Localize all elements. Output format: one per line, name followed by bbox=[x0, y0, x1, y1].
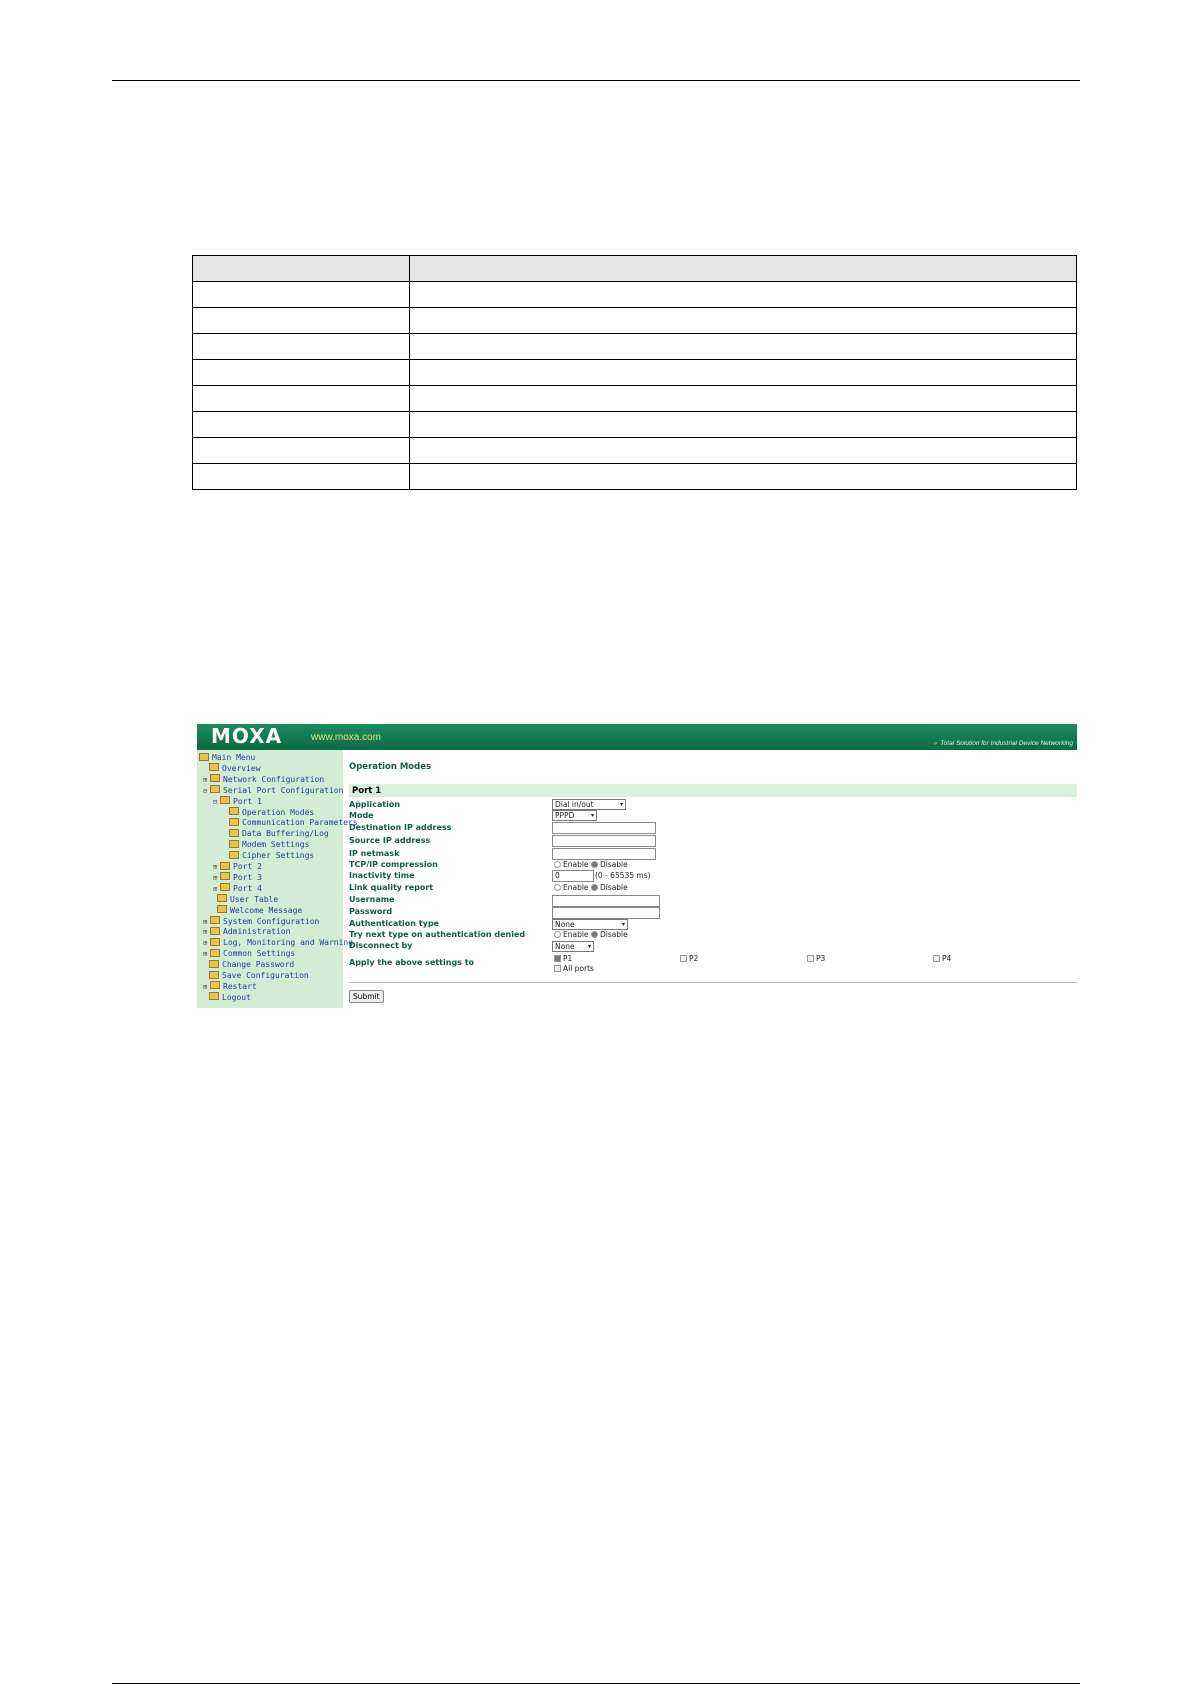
tagline-text: Total Solution for Industrial Device Networking bbox=[940, 740, 1073, 747]
apply-port-p3[interactable] bbox=[807, 954, 825, 963]
sidebar-item-label: Common Settings bbox=[223, 949, 296, 959]
lqr-disable-radio[interactable] bbox=[591, 884, 598, 891]
link-quality-report-radios bbox=[554, 883, 628, 892]
apply-port-p4[interactable] bbox=[933, 954, 951, 963]
expand-icon[interactable]: ⊞ bbox=[203, 939, 208, 948]
application-select[interactable] bbox=[552, 799, 626, 810]
folder-icon bbox=[210, 774, 220, 782]
p3-checkbox[interactable] bbox=[807, 955, 814, 962]
sidebar-item[interactable] bbox=[229, 850, 314, 861]
table-row bbox=[193, 464, 1077, 490]
sidebar-item-label: Save Configuration bbox=[222, 971, 309, 980]
folder-icon bbox=[210, 916, 220, 924]
sidebar-item[interactable] bbox=[203, 948, 295, 959]
tcpip-enable-text: Enable bbox=[563, 860, 589, 869]
tcpip-disable-radio[interactable] bbox=[591, 861, 598, 868]
sidebar-item[interactable] bbox=[217, 894, 278, 905]
sidebar-item[interactable] bbox=[209, 970, 309, 981]
tcpip-compression-radios bbox=[554, 860, 628, 869]
disconnect-by-value: None bbox=[555, 942, 575, 951]
navigation-sidebar bbox=[197, 750, 358, 1008]
sidebar-item-label: Logout bbox=[222, 992, 251, 1002]
authentication-type-label: Authentication type bbox=[349, 919, 439, 928]
expand-icon[interactable]: ⊞ bbox=[203, 928, 208, 937]
folder-icon bbox=[220, 796, 230, 804]
sidebar-item[interactable] bbox=[209, 992, 251, 1003]
expand-icon[interactable]: ⊞ bbox=[203, 950, 208, 959]
try-next-enable-text: Enable bbox=[563, 930, 589, 939]
tcpip-disable-text: Disable bbox=[599, 860, 628, 869]
authentication-type-value: None bbox=[555, 920, 575, 929]
tcpip-compression-label: TCP/IP compression bbox=[349, 860, 438, 869]
p2-text: P2 bbox=[689, 954, 699, 963]
folder-icon bbox=[209, 763, 219, 771]
password-input[interactable] bbox=[552, 907, 660, 919]
sidebar-item-label: Network Configuration bbox=[223, 774, 325, 784]
double-arrow-icon: » bbox=[933, 740, 938, 747]
inactivity-time-input[interactable]: 0 bbox=[552, 870, 594, 882]
folder-icon bbox=[220, 883, 230, 891]
p2-checkbox[interactable] bbox=[680, 955, 687, 962]
sidebar-item-label: Restart bbox=[223, 981, 257, 991]
form-separator bbox=[349, 982, 1077, 983]
sidebar-item-label: Port 4 bbox=[233, 883, 262, 893]
folder-icon bbox=[209, 971, 219, 979]
sidebar-item-label: Welcome Message bbox=[230, 905, 303, 915]
sidebar-item[interactable] bbox=[213, 872, 262, 883]
folder-icon bbox=[199, 753, 209, 761]
sidebar-item[interactable] bbox=[229, 828, 329, 839]
ip-netmask-label: IP netmask bbox=[349, 849, 400, 858]
folder-icon bbox=[220, 862, 230, 870]
try-next-enable-radio[interactable] bbox=[554, 931, 561, 938]
application-value: Dial in/out bbox=[555, 800, 594, 809]
sidebar-item[interactable] bbox=[209, 959, 294, 970]
destination-ip-label: Destination IP address bbox=[349, 823, 452, 832]
table-row bbox=[193, 386, 1077, 412]
sidebar-item-label: Cipher Settings bbox=[242, 851, 315, 861]
sidebar-item-label: Serial Port Configuration bbox=[223, 785, 344, 795]
sidebar-item-label: Port 2 bbox=[233, 862, 262, 871]
folder-icon bbox=[209, 992, 219, 1000]
mode-label: Mode bbox=[349, 811, 374, 820]
sidebar-item-label: Data Buffering/Log bbox=[242, 829, 329, 839]
inactivity-time-label: Inactivity time bbox=[349, 871, 415, 880]
sidebar-item[interactable] bbox=[199, 752, 255, 763]
chevron-down-icon: ▾ bbox=[619, 801, 623, 808]
application-label: Application bbox=[349, 800, 401, 809]
table-row bbox=[193, 360, 1077, 386]
sidebar-item-label: Port 3 bbox=[233, 872, 262, 882]
sidebar-item-label: Main Menu bbox=[212, 753, 256, 762]
sidebar-item[interactable] bbox=[203, 774, 324, 785]
moxa-tagline bbox=[934, 740, 1073, 747]
inactivity-time-hint: (0 - 65535 ms) bbox=[595, 871, 651, 880]
disconnect-by-label: Disconnect by bbox=[349, 941, 413, 950]
table-row bbox=[193, 438, 1077, 464]
folder-icon bbox=[209, 960, 219, 968]
sidebar-item[interactable] bbox=[229, 807, 314, 818]
apply-settings-label: Apply the above settings to bbox=[349, 958, 475, 967]
port-section-bar bbox=[349, 784, 1077, 797]
link-quality-report-label: Link quality report bbox=[349, 883, 434, 892]
expand-icon[interactable]: ⊞ bbox=[203, 775, 208, 784]
try-next-disable-text: Disable bbox=[599, 930, 628, 939]
try-next-type-radios bbox=[554, 930, 628, 939]
folder-icon bbox=[210, 938, 220, 946]
ip-netmask-input[interactable] bbox=[552, 848, 656, 860]
sidebar-item[interactable] bbox=[203, 785, 343, 796]
expand-icon[interactable]: ⊞ bbox=[203, 917, 208, 926]
sidebar-item[interactable] bbox=[229, 839, 309, 850]
expand-icon[interactable]: ⊞ bbox=[213, 873, 218, 882]
sidebar-item-label: Administration bbox=[223, 927, 291, 937]
username-label: Username bbox=[349, 895, 395, 904]
table-row bbox=[193, 412, 1077, 438]
sidebar-item-label: Port 1 bbox=[233, 796, 262, 806]
expand-icon[interactable]: ⊞ bbox=[213, 884, 218, 893]
p4-checkbox[interactable] bbox=[933, 955, 940, 962]
footer-rule bbox=[112, 1683, 1080, 1684]
lqr-enable-radio[interactable] bbox=[554, 884, 561, 891]
authentication-type-select[interactable] bbox=[552, 919, 628, 930]
table-row bbox=[193, 334, 1077, 360]
port-label: Port 1 bbox=[352, 786, 382, 796]
p4-text: P4 bbox=[942, 954, 952, 963]
collapse-icon[interactable]: ⊟ bbox=[213, 797, 218, 806]
sidebar-item[interactable] bbox=[203, 926, 290, 937]
folder-icon bbox=[210, 927, 220, 935]
moxa-banner bbox=[197, 724, 1077, 750]
moxa-url[interactable]: www.moxa.com bbox=[311, 732, 382, 743]
main-panel bbox=[349, 750, 1077, 1008]
table-header-row bbox=[193, 256, 1077, 282]
p1-checkbox[interactable] bbox=[554, 955, 561, 962]
try-next-type-label: Try next type on authentication denied bbox=[349, 930, 526, 939]
folder-icon bbox=[217, 894, 227, 902]
sidebar-item[interactable] bbox=[213, 883, 262, 894]
folder-icon bbox=[210, 785, 220, 793]
sidebar-item-label: Change Password bbox=[222, 960, 295, 970]
folder-icon bbox=[229, 851, 239, 859]
sidebar-item-label: Log, Monitoring and Warning bbox=[223, 938, 354, 948]
sidebar-item[interactable] bbox=[203, 916, 319, 927]
folder-icon bbox=[229, 818, 239, 826]
p3-text: P3 bbox=[816, 954, 826, 963]
apply-port-p2[interactable] bbox=[680, 954, 698, 963]
table-row bbox=[193, 282, 1077, 308]
source-ip-input[interactable] bbox=[552, 835, 656, 847]
sidebar-item-label: Overview bbox=[222, 763, 261, 773]
apply-all-ports[interactable] bbox=[554, 964, 594, 973]
folder-icon bbox=[210, 949, 220, 957]
sidebar-item-label: Communication Parameters bbox=[242, 818, 358, 828]
folder-icon bbox=[210, 981, 220, 989]
sidebar-item[interactable] bbox=[203, 981, 257, 992]
username-input[interactable] bbox=[552, 895, 660, 907]
folder-icon bbox=[229, 840, 239, 848]
folder-icon bbox=[217, 905, 227, 913]
expand-icon[interactable]: ⊞ bbox=[203, 982, 208, 991]
folder-icon bbox=[220, 872, 230, 880]
lqr-disable-text: Disable bbox=[599, 883, 628, 892]
p1-text: P1 bbox=[563, 954, 573, 963]
moxa-web-console-screenshot bbox=[197, 724, 1077, 1008]
all-ports-text: All ports bbox=[563, 964, 594, 973]
moxa-logo: MOXA bbox=[211, 724, 283, 748]
sidebar-item[interactable] bbox=[203, 937, 353, 948]
all-ports-checkbox[interactable] bbox=[554, 965, 561, 972]
sidebar-item[interactable] bbox=[217, 905, 302, 916]
sidebar-item-label: Modem Settings bbox=[242, 840, 310, 850]
lqr-enable-text: Enable bbox=[563, 883, 589, 892]
chevron-down-icon: ▾ bbox=[587, 943, 591, 950]
mode-value: PPPD bbox=[555, 811, 575, 820]
sidebar-item[interactable] bbox=[209, 763, 261, 774]
disconnect-by-select[interactable] bbox=[552, 941, 594, 952]
collapse-icon[interactable]: ⊟ bbox=[203, 786, 208, 795]
page-title: Operation Modes bbox=[349, 762, 432, 772]
tcpip-enable-radio[interactable] bbox=[554, 861, 561, 868]
password-label: Password bbox=[349, 907, 393, 916]
expand-icon[interactable]: ⊞ bbox=[213, 863, 218, 871]
header-rule bbox=[112, 80, 1080, 81]
destination-ip-input[interactable] bbox=[552, 822, 656, 834]
table-row bbox=[193, 308, 1077, 334]
chevron-down-icon: ▾ bbox=[590, 812, 594, 819]
sidebar-item[interactable] bbox=[213, 796, 262, 807]
sidebar-item[interactable] bbox=[213, 861, 262, 872]
try-next-disable-radio[interactable] bbox=[591, 931, 598, 938]
sidebar-item-label: Operation Modes bbox=[242, 807, 315, 817]
document-table bbox=[192, 255, 1077, 490]
sidebar-item-label: System Configuration bbox=[223, 916, 320, 926]
sidebar-item[interactable] bbox=[229, 817, 358, 828]
folder-icon bbox=[229, 829, 239, 837]
sidebar-item-label: User Table bbox=[230, 894, 279, 904]
source-ip-label: Source IP address bbox=[349, 836, 431, 845]
chevron-down-icon: ▾ bbox=[621, 921, 625, 928]
submit-button[interactable]: Submit bbox=[349, 990, 384, 1003]
apply-port-p1[interactable] bbox=[554, 954, 572, 963]
mode-select[interactable] bbox=[552, 810, 597, 821]
folder-icon bbox=[229, 807, 239, 815]
